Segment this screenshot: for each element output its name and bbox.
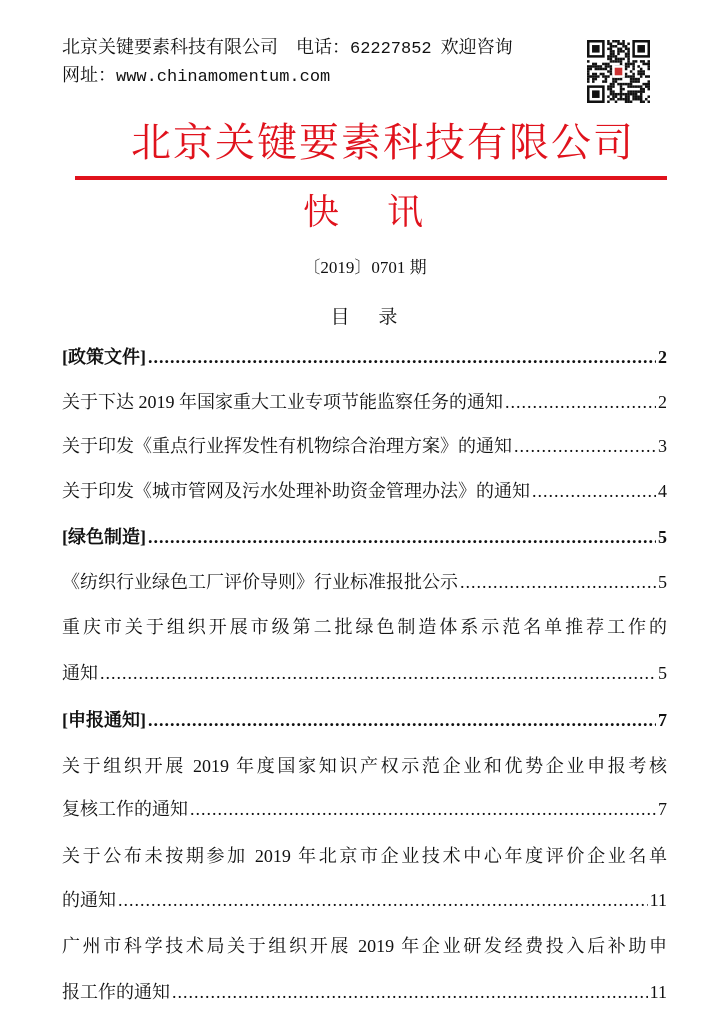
toc-entry-page: 11 [649, 890, 667, 910]
dot-leader [148, 345, 656, 369]
toc-entry-line[interactable] [62, 570, 667, 594]
toc-entry-page: 7 [658, 710, 667, 730]
toc-entry-text: 关于公布未按期参加 2019 年北京市企业技术中心年度评价企业名单 [62, 846, 667, 866]
toc-heading: 目 录 [330, 307, 410, 328]
toc-entry-text: 报工作的通知 [62, 982, 170, 1002]
toc-entry-text: 《纺织行业绿色工厂评价导则》行业标准报批公示 [62, 572, 458, 592]
toc-entry-text: 关于组织开展 2019 年度国家知识产权示范企业和优势企业申报考核 [62, 756, 667, 776]
dot-leader [532, 479, 656, 503]
toc-entry-text: 复核工作的通知 [62, 799, 188, 819]
dot-leader [190, 797, 656, 821]
dot-leader [100, 661, 656, 685]
toc-entry-line[interactable] [62, 934, 667, 958]
header-phone: 62227852 [350, 40, 432, 59]
qr-code-icon [587, 40, 650, 103]
header-line-2 [62, 63, 330, 90]
toc-entry-line[interactable] [62, 345, 667, 369]
toc-entry-page: 5 [658, 572, 667, 592]
subtitle-char-2: 讯 [387, 192, 424, 232]
dot-leader [118, 888, 648, 912]
subtitle-char-1: 快 [302, 192, 339, 232]
toc-entry-text: 的通知 [62, 890, 116, 910]
toc-entry-text: 关于印发《重点行业挥发性有机物综合治理方案》的通知 [62, 436, 512, 456]
masthead-title: 北京关键要素科技有限公司 [131, 120, 635, 165]
header-consult: 欢迎咨询 [440, 37, 513, 57]
dot-leader [172, 980, 648, 1004]
toc-entry-page: 2 [658, 347, 667, 367]
toc-entry-page: 4 [658, 481, 667, 501]
toc-entry-page: 5 [658, 663, 667, 683]
toc-entry-page: 7 [658, 799, 667, 819]
toc-entry-text: 关于下达 2019 年国家重大工业专项节能监察任务的通知 [62, 392, 503, 412]
toc-entry-text: 重庆市关于组织开展市级第二批绿色制造体系示范名单推荐工作的 [62, 617, 667, 637]
toc-entry-line[interactable] [62, 661, 667, 685]
toc-entry-line[interactable] [62, 708, 667, 732]
toc-entry-line[interactable] [62, 434, 667, 458]
header-company: 北京关键要素科技有限公司 [62, 37, 278, 57]
toc-entry-page: 5 [658, 527, 667, 547]
toc-entry-text: [政策文件] [62, 347, 146, 367]
toc-entry-page: 2 [658, 392, 667, 412]
header-phone-label: 电话： [296, 37, 350, 57]
toc-entry-text: 通知 [62, 663, 98, 683]
toc-entry-line[interactable] [62, 615, 667, 639]
toc-entry-text: [申报通知] [62, 710, 146, 730]
toc-entry-line[interactable] [62, 797, 667, 821]
masthead-subtitle [0, 188, 726, 236]
header-website-label: 网址： [62, 65, 116, 85]
dot-leader [514, 434, 656, 458]
dot-leader [148, 525, 656, 549]
toc-entry-line[interactable] [62, 888, 667, 912]
toc-entry-line[interactable] [62, 479, 667, 503]
toc-entry-text: [绿色制造] [62, 527, 146, 547]
toc-entry-text: 广州市科学技术局关于组织开展 2019 年企业研发经费投入后补助申 [62, 936, 667, 956]
toc-entry-line[interactable] [62, 844, 667, 868]
toc-entry-line[interactable] [62, 525, 667, 549]
toc-entry-text: 关于印发《城市管网及污水处理补助资金管理办法》的通知 [62, 481, 530, 501]
toc-entry-page: 3 [658, 436, 667, 456]
toc-entry-page: 11 [649, 982, 667, 1002]
toc-entry-line[interactable] [62, 390, 667, 414]
dot-leader [460, 570, 656, 594]
toc-entry-line[interactable] [62, 754, 667, 778]
header-website[interactable]: www.chinamomentum.com [116, 68, 331, 87]
masthead-divider [75, 176, 667, 180]
toc-entry-line[interactable] [62, 980, 667, 1004]
dot-leader [148, 708, 656, 732]
issue-number: 〔2019〕0701 期 [303, 258, 427, 277]
header-line-1 [62, 35, 513, 62]
dot-leader [505, 390, 656, 414]
